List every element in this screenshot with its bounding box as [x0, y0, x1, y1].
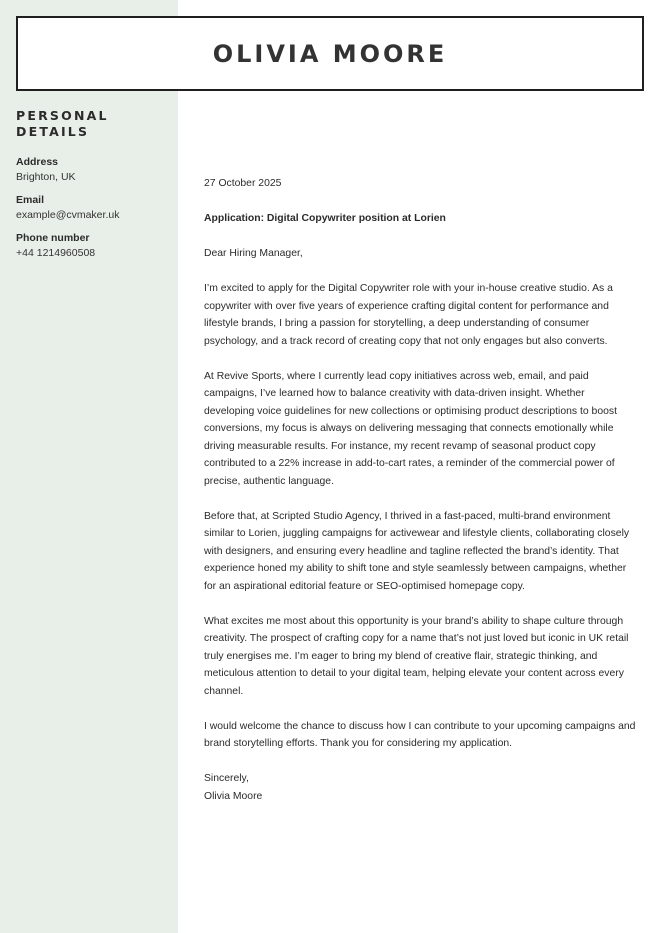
personal-details-heading: PERSONAL DETAILS: [16, 108, 109, 139]
detail-email: [16, 193, 171, 223]
detail-value: +44 1214960508: [16, 247, 96, 259]
letter-salutation: Dear Hiring Manager,: [204, 248, 303, 259]
letter-paragraph: I’m excited to apply for the Digital Copywriter role with your in-house creative studio. As a copywriter with over five years of experience crafting digital content for performance and lifestyle brands, I bring a passion for storytelling, a deep understanding of consumer psychology, and a track record of creating copy that not only engages but also converts.: [204, 283, 613, 347]
letter-closing: Sincerely,: [204, 773, 249, 784]
detail-value: example@cvmaker.uk: [16, 209, 120, 221]
letter-paragraph: I would welcome the chance to discuss how I can contribute to your upcoming campaigns and brand storytelling efforts. Thank you for considering my application.: [204, 720, 636, 749]
detail-label: Phone number: [16, 232, 90, 244]
letter-paragraph: Before that, at Scripted Studio Agency, I thrived in a fast-paced, multi-brand environment similar to Lorien, juggling campaigns for activewear and lifestyle clients, collaborating closely with designers, and ensuring every headline and tagline reflected the brand’s identity. That experience honed my ability to shift tone and style seamlessly between campaigns, whether for an aspirational editorial feature or SEO-optimised homepage copy.: [204, 510, 630, 592]
applicant-name: OLIVIA MOORE: [212, 39, 448, 68]
detail-address: [16, 155, 171, 185]
letter-date: 27 October 2025: [204, 178, 282, 189]
detail-phone: [16, 231, 171, 261]
detail-label: Email: [16, 194, 45, 206]
header-name-box: [16, 16, 644, 91]
cover-letter-body: [204, 175, 636, 805]
personal-details-sidebar: [16, 108, 171, 269]
letter-subject: Application: Digital Copywriter position at Lorien: [204, 213, 446, 224]
detail-label: Address: [16, 156, 59, 168]
letter-paragraph: What excites me most about this opportunity is your brand’s ability to shape culture through creativity. The prospect of crafting copy for a name that’s not just loved but iconic in UK retail truly energises me. I’m eager to bring my blend of creative flair, strategic thinking, and meticulous attention to detail to your digital team, helping elevate your content across every channel.: [204, 615, 629, 697]
detail-value: Brighton, UK: [16, 171, 76, 183]
letter-paragraph: At Revive Sports, where I currently lead copy initiatives across web, email, and paid campaigns, I’ve learned how to balance creativity with data-driven insight. Whether developing voice guidelines for new collections or optimising product descriptions to boost conversions, my focus is always on delivering messaging that connects emotionally while driving measurable results. For instance, my recent revamp of seasonal product copy contributed to a 22% increase in add-to-cart rates, a reminder of the commercial power of precise, authentic language.: [204, 370, 617, 487]
letter-signature: Olivia Moore: [204, 790, 263, 802]
